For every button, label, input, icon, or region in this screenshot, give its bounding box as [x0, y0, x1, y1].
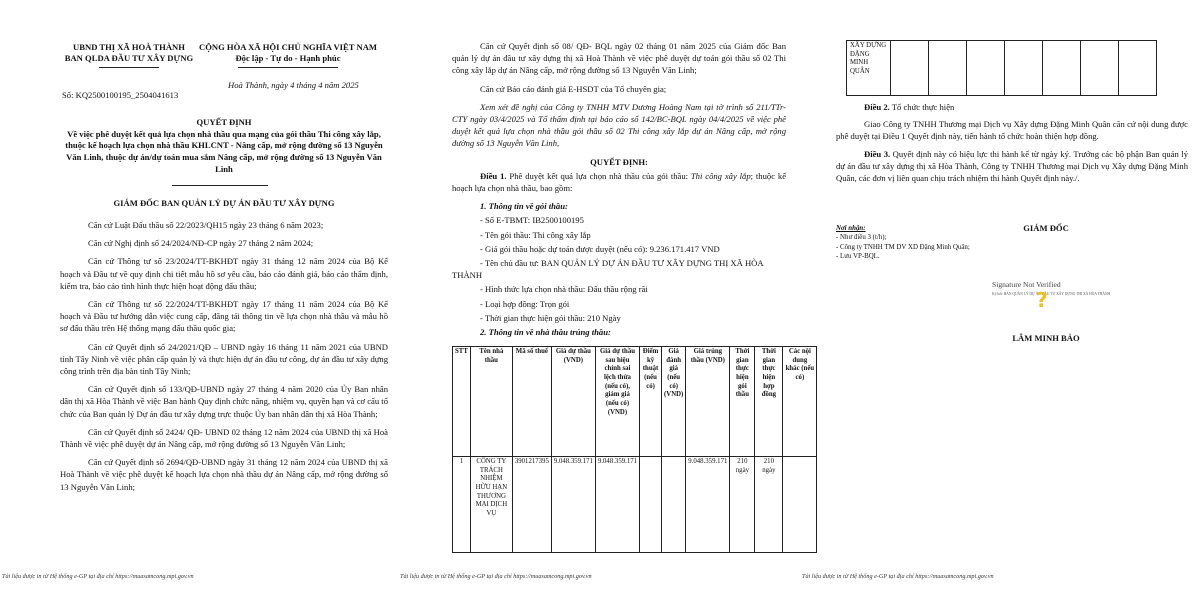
legal-basis [60, 219, 388, 499]
col-header: Tên nhà thầu [470, 347, 512, 457]
nation-title: CỘNG HÒA XÃ HỘI CHỦ NGHĨA VIỆT NAM [198, 42, 378, 52]
cell: 9.048.359.171 [595, 457, 639, 553]
package-info-item: - Số E-TBMT: IB2500100195 [480, 215, 584, 226]
page-1 [0, 0, 396, 598]
col-header: Các nội dung khác (nếu có) [783, 347, 817, 457]
col-header: STT [453, 347, 471, 457]
winning-bidder-table-continued [846, 40, 1157, 96]
motto-underline [238, 67, 338, 68]
cell: 9.048.359.171 [686, 457, 730, 553]
decision-body [452, 40, 786, 340]
legal-basis-paragraph: Căn cứ Quyết định số 2424/ QĐ- UBND 02 tháng 12 năm 2024 của UBND thị xã Hoà Thành về việc phê duyệt dự án Nâng cấp, mở rộng đường số 13 Nguyễn Văn Linh; [60, 426, 388, 450]
cell [929, 41, 967, 96]
article-1-text: Phê duyệt kết quả lựa chọn nhà thầu của gói thầu: [506, 170, 691, 181]
cell [967, 41, 1005, 96]
digital-signature [992, 280, 1122, 320]
col-header: Điểm kỹ thuật (nếu có) [640, 347, 662, 457]
decision-heading: QUYẾT ĐỊNH: [590, 156, 648, 167]
cell: 9.048.359.171 [551, 457, 595, 553]
national-header [188, 42, 388, 68]
cell: 3901217395 [512, 457, 551, 553]
article-2-text: Giao Công ty TNHH Thương mại Dịch vụ Xây dựng Đặng Minh Quân căn cứ nội dung được phê duyệt tại Điều 1 Quyết định này, tiến hành tổ chức hoàn thiện hợp đồng. [836, 119, 1188, 142]
articles-2-3 [836, 101, 1188, 189]
org-line-1: UBND THỊ XÃ HOÀ THÀNH [73, 42, 185, 52]
package-info-item: - Tên chủ đầu tư: BAN QUẢN LÝ DỰ ÁN ĐẦU TƯ XÂY DỰNG THỊ XÃ HÒA THÀNH [452, 258, 764, 281]
article-2-title: Tổ chức thực hiện [889, 102, 955, 112]
col-header: Thời gian thực hiện gói thầu [730, 347, 755, 457]
legal-basis-paragraph: Căn cứ Luật Đấu thầu số 22/2023/QH15 ngày 23 tháng 6 năm 2023; [88, 220, 324, 230]
recipients [836, 224, 996, 262]
col-header: Giá đánh giá (nếu có) (VND) [662, 347, 686, 457]
article-1-rest: ; thuộc kế hoạch lựa chọn nhà thầu, bao gồm: [452, 170, 787, 194]
motto: Độc lập - Tự do - Hạnh phúc [235, 53, 341, 64]
article-3 [836, 148, 1188, 185]
cell [1043, 41, 1081, 96]
cell: CÔNG TY TRÁCH NHIỆM HỮU HẠN THƯƠNG MẠI DỊCH VỤ [470, 457, 512, 553]
section-winner-info: 2. Thông tin về nhà thầu trúng thầu: [480, 327, 611, 338]
article-2-label: Điều 2. [864, 102, 890, 112]
signature-status: Signature Not Verified [992, 280, 1061, 289]
cell: 210 ngày [730, 457, 755, 553]
cell [891, 41, 929, 96]
article-1 [452, 170, 786, 194]
title-divider [172, 185, 268, 186]
decision-title-block [60, 117, 388, 175]
director-title: GIÁM ĐỐC [1023, 223, 1069, 233]
article-1-label: Điều 1. [480, 170, 507, 181]
page-footer: Tài liệu được in từ Hệ thống e-GP tại địa chỉ https://muasamcong.mpi.gov.vn [802, 573, 994, 580]
table-row [847, 41, 1157, 96]
table-row [453, 457, 817, 553]
package-info-item: - Tên gói thầu: Thi công xây lắp [480, 229, 591, 240]
org-line-2: BAN QLDA ĐẦU TƯ XÂY DỰNG [64, 53, 194, 64]
org-underline [99, 67, 159, 68]
page-footer: Tài liệu được in từ Hệ thống e-GP tại địa chỉ https://muasamcong.mpi.gov.vn [400, 573, 592, 580]
legal-basis-paragraph: Căn cứ Quyết định số 24/2021/QĐ – UBND ngày 16 tháng 11 năm 2021 của UBND tỉnh Tây Ninh về việc phân cấp quản lý và thực hiện dự án đầu tư công, dự án đầu tư xây dựng công trình trên địa bàn tỉnh Tây Ninh; [60, 341, 388, 377]
package-info-item: - Loại hợp đồng: Trọn gói [480, 298, 570, 309]
cell [1005, 41, 1043, 96]
table-header-row [453, 347, 817, 457]
recipient-item: - Như điều 3 (t/h); [836, 234, 887, 242]
package-info-item: - Thời gian thực hiện gói thầu: 210 Ngày [480, 312, 621, 323]
package-info-item: - Hình thức lựa chọn nhà thầu: Đấu thầu rộng rãi [480, 284, 648, 295]
recipients-title: Nơi nhận: [836, 225, 866, 232]
article-3-label: Điều 3. [864, 148, 891, 159]
issuing-organization [60, 42, 198, 68]
legal-basis-paragraph: Căn cứ Thông tư số 23/2024/TT-BKHĐT ngày 31 tháng 12 năm 2024 của Bộ Kế hoạch và Đầu tư về quy định chi tiết mẫu hồ sơ yêu cầu, báo cáo đánh giá, báo cáo thẩm định, kiểm tra, báo cáo tình hình thực hiện hoạt động đấu thầu; [60, 256, 388, 291]
signature-detail: Ký bởi: BAN QUẢN LÝ DỰ ÁN ĐẦU TƯ XÂY DỰNG THỊ XÃ HÒA THÀNH [992, 291, 1111, 296]
place-date: Hoà Thành, ngày 4 tháng 4 năm 2025 [228, 80, 359, 90]
cell [640, 457, 662, 553]
article-2-heading [836, 101, 1188, 113]
col-header: Giá dự thầu sau hiệu chỉnh sai lệch thừa (nếu có), giảm giá (nếu có) (VND) [595, 347, 639, 457]
article-3-text: Quyết định này có hiệu lực thi hành kể từ ngày ký. Trưởng các bộ phận Ban quản lý dự án đầu tư xây dựng thị xã Hòa Thành, Công ty TNHH Thương mại Dịch vụ Xây dựng Đặng Minh Quân, các đơn vị liên quan chịu trách nhiệm thi hành Quyết định này./. [836, 148, 1188, 184]
decision-title: QUYẾT ĐỊNH [196, 117, 252, 127]
package-info-item: - Giá gói thầu hoặc dự toán được duyệt (nếu có): 9.236.171.417 VND [480, 243, 720, 254]
article-1-package: Thi công xây lắp [690, 170, 751, 181]
cell [1081, 41, 1119, 96]
legal-basis-paragraph: Căn cứ Nghị định số 24/2024/NĐ-CP ngày 27 tháng 2 năm 2024; [88, 238, 314, 249]
recipient-item: - Công ty TNHH TM DV XD Đặng Minh Quân; [836, 243, 970, 251]
legal-basis-paragraph: Căn cứ Quyết định số 133/QĐ-UBND ngày 27 tháng 4 năm 2020 của Ủy Ban nhân dân thị xã Hòa Thành về việc Ban hành Quy định chức năng, nhiệm vụ, quyền hạn và cơ cấu tổ chức của Ban quản lý Dự án đầu tư xây dựng trực thuộc Ủy ban nhân dân thị xã Hòa Thành; [60, 384, 388, 419]
cell: 1 [453, 457, 471, 553]
decision-subject: Về việc phê duyệt kết quả lựa chọn nhà thầu qua mạng của gói thầu Thi công xây lắp, thuộc kế hoạch lựa chọn nhà thầu KHLCNT - Nâng cấp, mở rộng đường số 13 Nguyễn Văn Linh, thuộc dự án/dự toán mua sắm Nâng cấp, mở rộng đường số 13 Nguyễn Văn Linh [65, 128, 383, 174]
legal-basis-paragraph: Căn cứ Quyết định số 2694/QĐ-UBND ngày 31 tháng 12 năm 2024 của UBND thị xã Hoà Thành về việc phê duyệt kế hoạch lựa chọn nhà thầu dự án Nâng cấp, mở rộng đường số 13 Nguyễn Văn Linh; [60, 457, 388, 492]
document-number: Số: KQ2500100195_2504041613 [62, 90, 179, 100]
col-header: Thời gian thực hiện hợp đồng [755, 347, 783, 457]
col-header: Giá trúng thầu (VND) [686, 347, 730, 457]
col-header: Giá dự thầu (VND) [551, 347, 595, 457]
signer-name: LÂM MINH BẢO [1012, 333, 1080, 343]
issuer-line: GIÁM ĐỐC BAN QUẢN LÝ DỰ ÁN ĐẦU TƯ XÂY DỰNG [113, 198, 335, 208]
cell [1119, 41, 1157, 96]
legal-basis-paragraph: Căn cứ Thông tư số 22/2024/TT-BKHĐT ngày 17 tháng 11 năm 2024 của Bộ Kế hoạch và Đầu tư hướng dẫn việc cung cấp, đăng tải thông tin về lựa chọn nhà thầu và mẫu hồ sơ đấu thầu trên Hệ thống mạng đấu thầu quốc gia; [60, 299, 388, 334]
col-header: Mã số thuế [512, 347, 551, 457]
winning-bidder-table [452, 346, 817, 553]
recipient-item: - Lưu VP-BQL. [836, 253, 880, 261]
cell [662, 457, 686, 553]
basis-paragraph: Căn cứ Quyết định số 08/ QĐ- BQL ngày 02 tháng 01 năm 2025 của Giám đốc Ban quản lý dự án đầu tư xây dựng thị xã Hoà Thành về việc phê duyệt dự toán gói thầu số 02 Thi công xây lắp dự án Nâng cấp, mở rộng đường số 13 Nguyễn Văn Linh; [452, 41, 786, 76]
proposal-paragraph: Xem xét đề nghị của Công ty TNHH MTV Dương Hoàng Nam tại tờ trình số 211/TTr-CTY ngày 03/4/2025 và Tổ thẩm định tại báo cáo số 142/BC-BQL ngày 04/4/2025 về việc phê duyệt kết quả lựa chọn nhà thầu gói thầu số 02 Thi công xây lắp dự án Nâng cấp, mở rộng đường số 13 Nguyễn Văn Linh, [452, 101, 786, 149]
signature-unverified-icon: ? [1036, 288, 1048, 312]
page-footer: Tài liệu được in từ Hệ thống e-GP tại địa chỉ https://muasamcong.mpi.gov.vn [2, 573, 194, 580]
section-package-info: 1. Thông tin về gói thầu: [480, 201, 568, 212]
basis-paragraph: Căn cứ Báo cáo đánh giá E-HSDT của Tổ chuyên gia; [480, 83, 667, 94]
cell: XÂY DỰNG ĐẶNG MINH QUÂN [847, 41, 891, 96]
cell: 210 ngày [755, 457, 783, 553]
